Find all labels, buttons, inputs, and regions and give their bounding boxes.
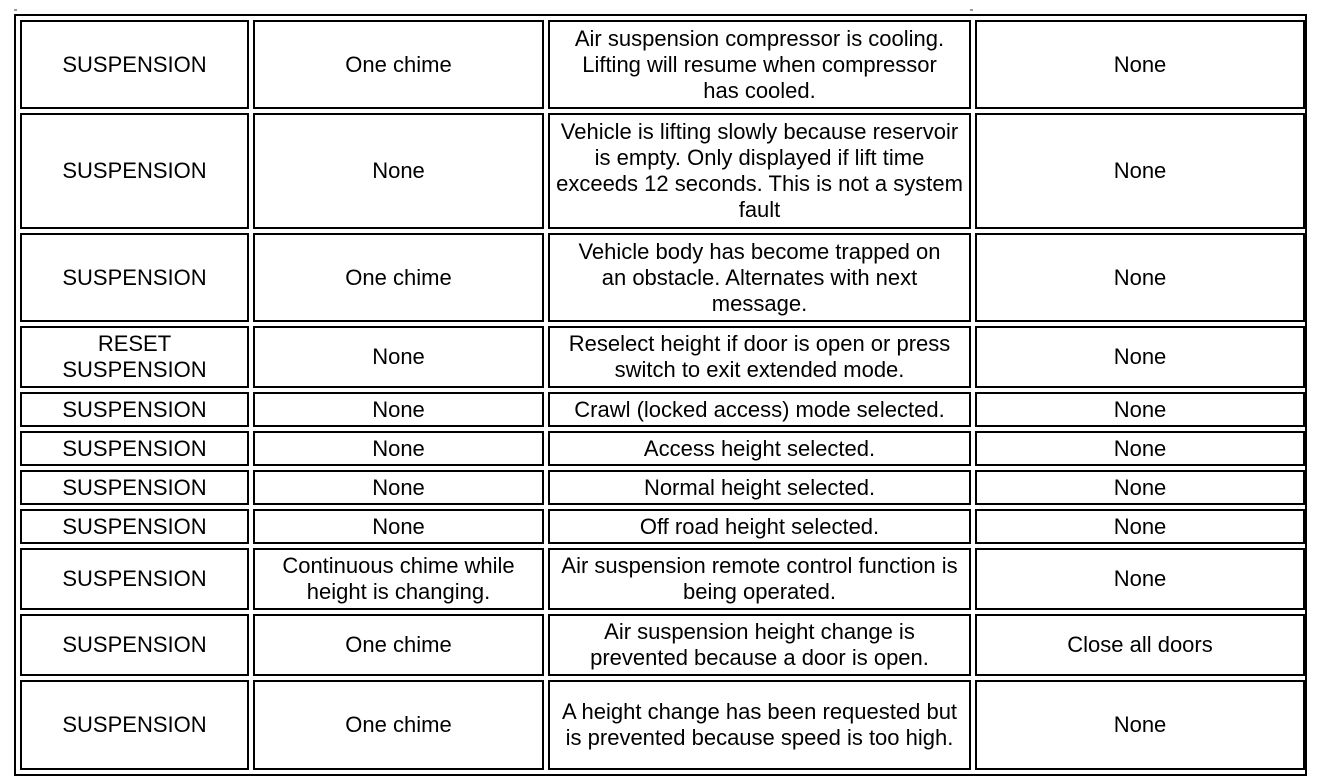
top-edge-mark	[970, 9, 973, 11]
message-cell: SUSPENSION	[20, 392, 249, 427]
warning-cell: None	[253, 470, 544, 505]
table-row	[20, 326, 1305, 388]
warning-cell: None	[253, 392, 544, 427]
warning-cell: Continuous chime while height is changing.	[253, 548, 544, 610]
table-row	[20, 233, 1305, 322]
message-cell: SUSPENSION	[20, 431, 249, 466]
warning-cell: None	[253, 431, 544, 466]
action-cell: Close all doors	[975, 614, 1305, 676]
warning-cell: None	[253, 113, 544, 229]
warning-cell: One chime	[253, 680, 544, 770]
action-cell: None	[975, 431, 1305, 466]
action-cell: None	[975, 548, 1305, 610]
table-row	[20, 614, 1305, 676]
table-row	[20, 548, 1305, 610]
message-cell	[20, 326, 249, 388]
description-cell: Access height selected.	[548, 431, 971, 466]
description-cell: Air suspension height change is prevented because a door is open.	[548, 614, 971, 676]
warning-cell: One chime	[253, 614, 544, 676]
table-row	[20, 431, 1305, 466]
suspension-messages-table	[14, 14, 1307, 776]
description-cell: Air suspension remote control function is being operated.	[548, 548, 971, 610]
description-cell: Air suspension compressor is cooling. Lifting will resume when compressor has cooled.	[548, 20, 971, 109]
message-cell: SUSPENSION	[20, 548, 249, 610]
top-edge-mark	[14, 9, 17, 11]
action-cell: None	[975, 20, 1305, 109]
table-row	[20, 392, 1305, 427]
warning-cell: None	[253, 326, 544, 388]
message-cell: SUSPENSION	[20, 614, 249, 676]
action-cell: None	[975, 233, 1305, 322]
message-cell: SUSPENSION	[20, 113, 249, 229]
warning-cell: One chime	[253, 233, 544, 322]
message-line: SUSPENSION	[62, 357, 207, 382]
message-line: RESET	[97, 331, 172, 356]
action-cell: None	[975, 680, 1305, 770]
action-cell: None	[975, 509, 1305, 544]
description-cell: Normal height selected.	[548, 470, 971, 505]
description-cell: Off road height selected.	[548, 509, 971, 544]
table-row	[20, 509, 1305, 544]
message-cell: SUSPENSION	[20, 233, 249, 322]
action-cell: None	[975, 470, 1305, 505]
warning-cell: None	[253, 509, 544, 544]
message-cell: SUSPENSION	[20, 509, 249, 544]
action-cell: None	[975, 113, 1305, 229]
description-cell: Vehicle body has become trapped on an obstacle. Alternates with next message.	[548, 233, 971, 322]
table-row	[20, 680, 1305, 770]
description-cell: Vehicle is lifting slowly because reservoir is empty. Only displayed if lift time exceeds 12 seconds. This is not a system fault	[548, 113, 971, 229]
action-cell: None	[975, 392, 1305, 427]
table-row	[20, 470, 1305, 505]
action-cell: None	[975, 326, 1305, 388]
table-row	[20, 113, 1305, 229]
message-cell: SUSPENSION	[20, 680, 249, 770]
description-cell: Crawl (locked access) mode selected.	[548, 392, 971, 427]
message-cell: SUSPENSION	[20, 470, 249, 505]
message-cell: SUSPENSION	[20, 20, 249, 109]
description-cell: A height change has been requested but is prevented because speed is too high.	[548, 680, 971, 770]
description-cell: Reselect height if door is open or press switch to exit extended mode.	[548, 326, 971, 388]
warning-cell: One chime	[253, 20, 544, 109]
table-row	[20, 20, 1305, 109]
